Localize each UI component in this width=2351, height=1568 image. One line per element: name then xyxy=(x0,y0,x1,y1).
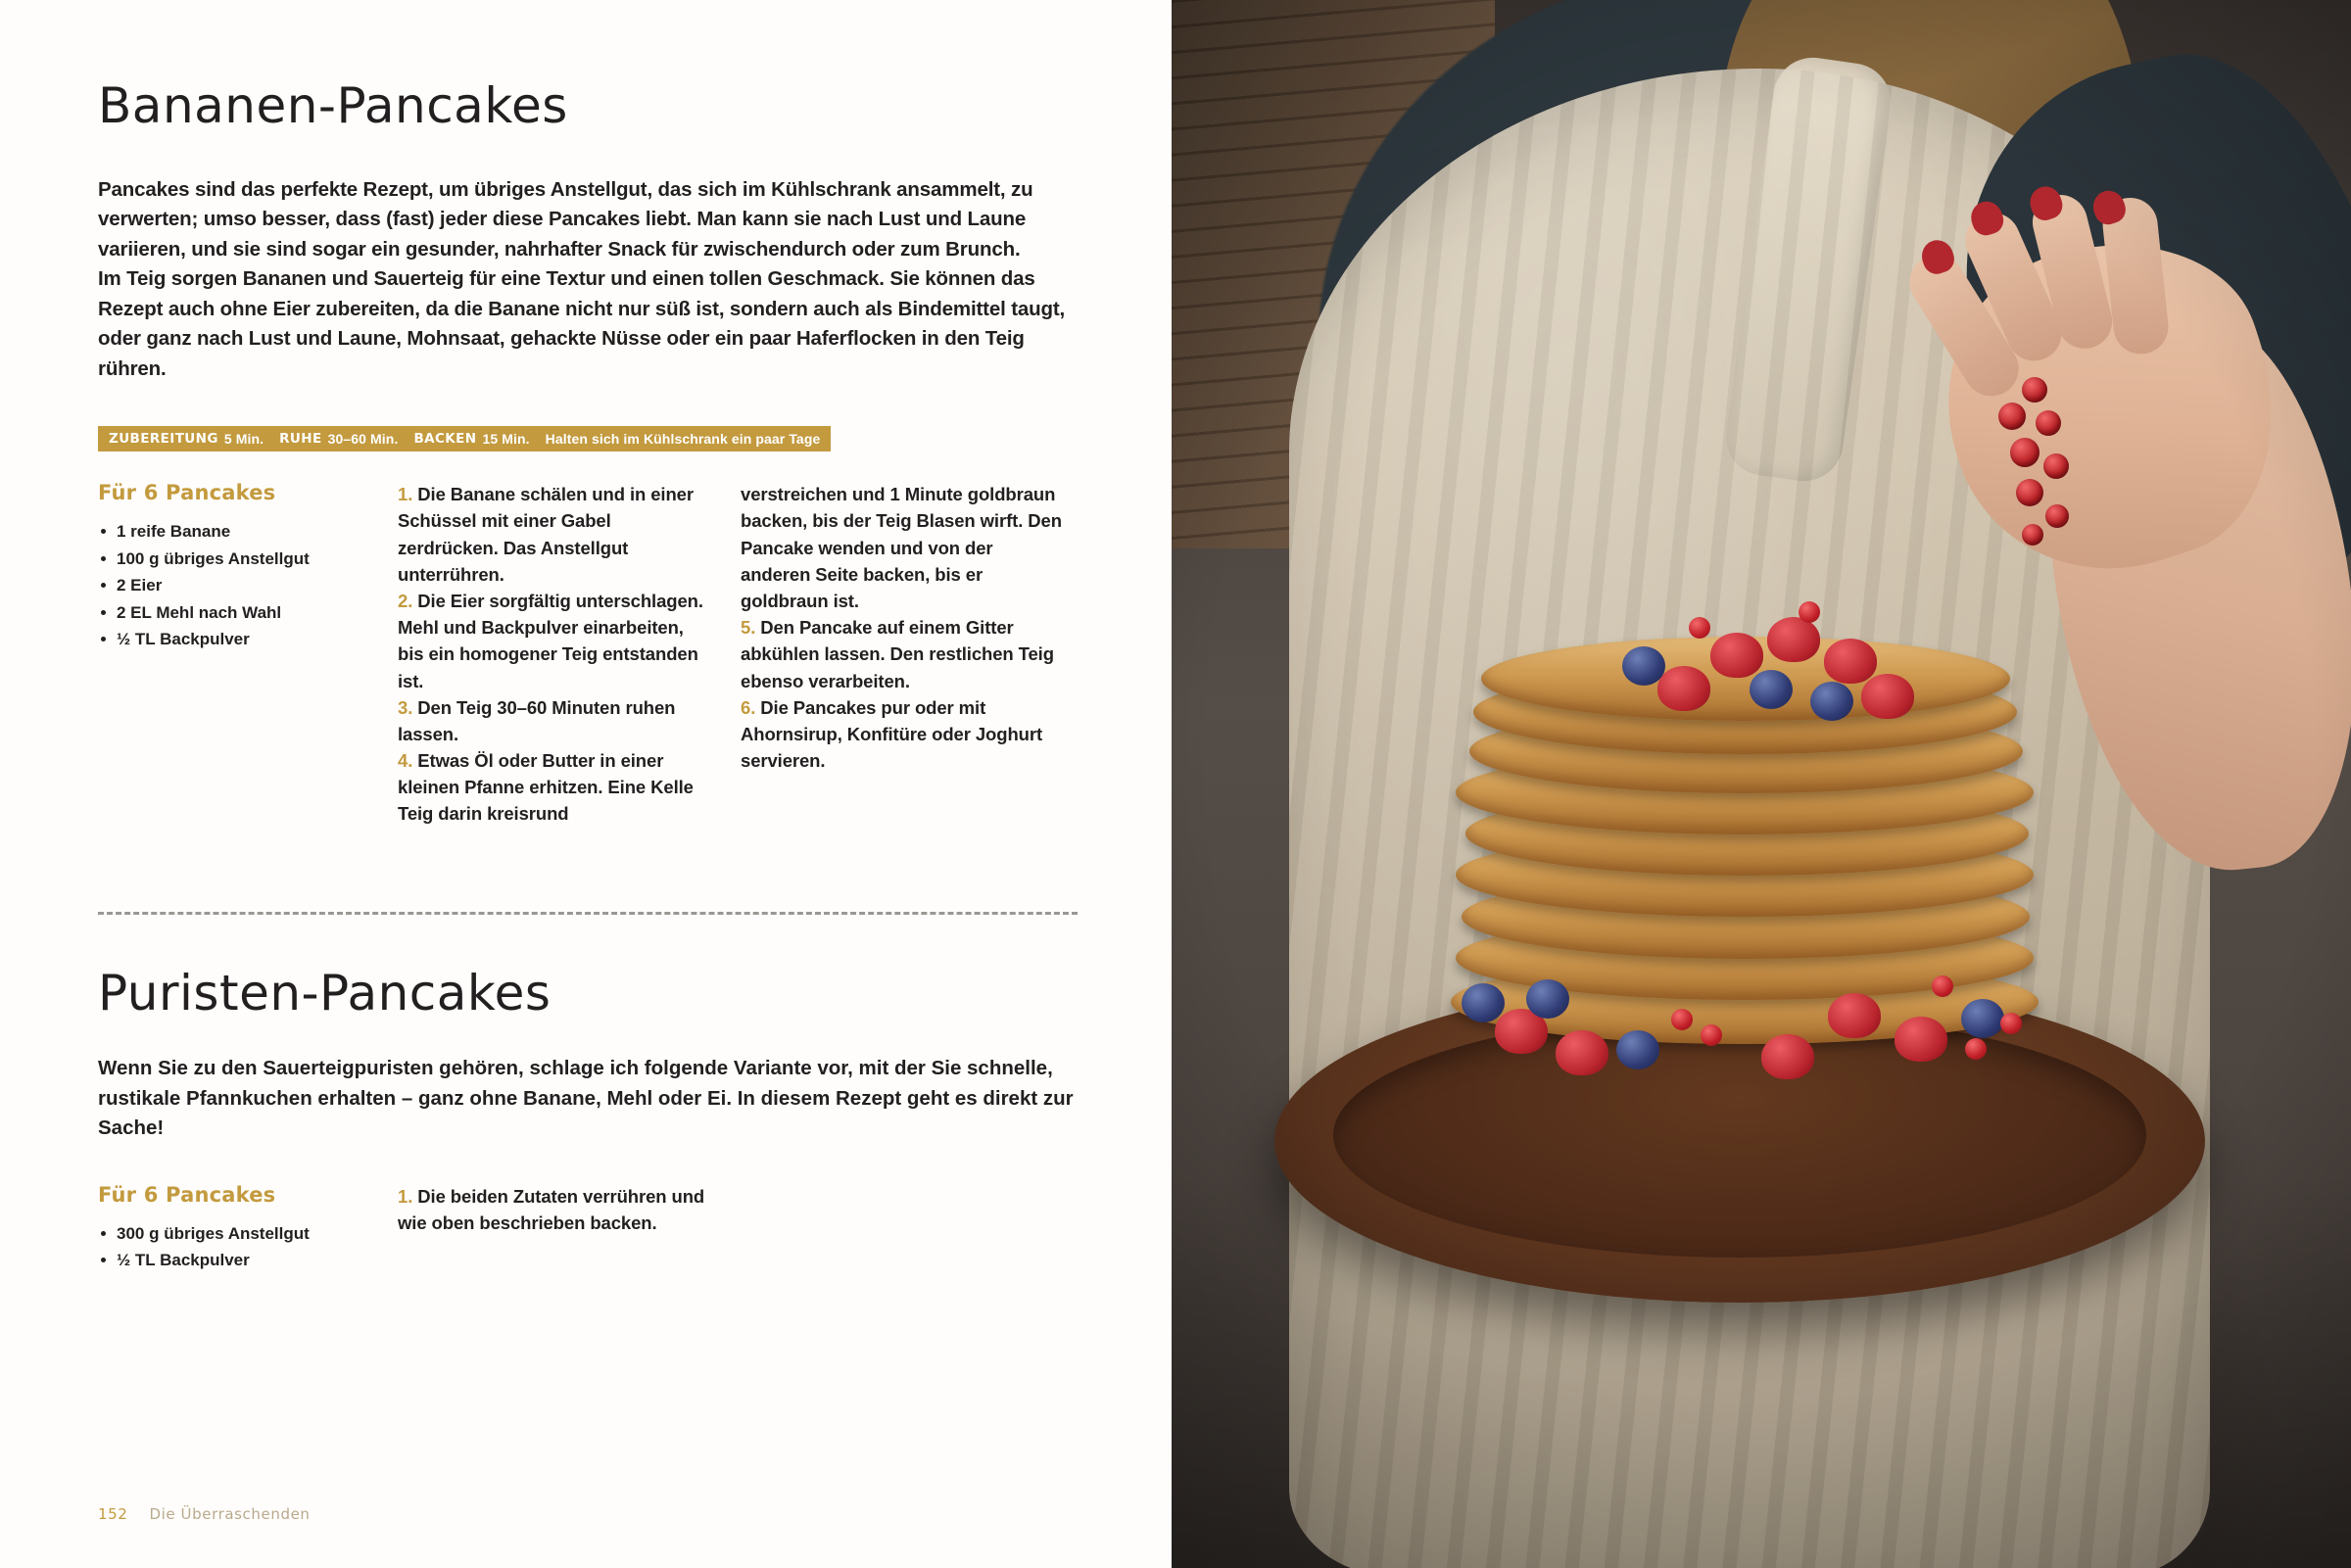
recipe-info-bar xyxy=(98,426,831,451)
bake-label: BACKEN xyxy=(413,431,477,448)
redcurrant xyxy=(1701,1024,1722,1046)
raspberry xyxy=(1657,666,1710,711)
raspberry xyxy=(1710,633,1763,678)
secondary-intro: Wenn Sie zu den Sauerteigpuristen gehören, schlage ich folgende Variante vor, mit der Sie schnelle, rustikale Pfannkuchen erhalten – ganz ohne Banane, Mehl oder Ei. In diesem Rezept geht es direkt zur Sache! xyxy=(98,1057,1074,1140)
secondary-ingredients-list xyxy=(98,1220,380,1274)
raspberry xyxy=(1761,1034,1814,1079)
step-number: 2. xyxy=(398,590,413,611)
step-text: Etwas Öl oder Butter in einer kleinen Pfanne erhitzen. Eine Kelle Teig darin kreisrund xyxy=(398,750,694,825)
step-item xyxy=(741,481,1064,614)
raspberry xyxy=(1895,1017,1947,1062)
step-number: 3. xyxy=(398,696,413,718)
secondary-recipe xyxy=(98,964,1074,1274)
redcurrant xyxy=(1932,975,1953,997)
raspberry xyxy=(1828,993,1881,1038)
intro-paragraph-2: Im Teig sorgen Bananen und Sauerteig für eine Textur und einen tollen Geschmack. Sie können das Rezept auch ohne Eier zubereiten, da die Banane nicht nur süß ist, sondern auch als Bindemittel taugt, oder ganz nach Lust und Laune, Mohnsaat, gehackte Nüsse oder ein paar Haferflocken in den Teig rühren. xyxy=(98,267,1066,380)
berry xyxy=(2045,504,2069,528)
redcurrant xyxy=(1799,601,1820,623)
raspberry xyxy=(1824,639,1877,684)
recipe-photo xyxy=(1172,0,2351,1568)
list-item: 300 g übriges Anstellgut xyxy=(98,1220,380,1248)
berry xyxy=(2010,438,2039,467)
raspberry xyxy=(1556,1030,1608,1075)
secondary-ingredients-column xyxy=(98,1183,398,1274)
secondary-title: Puristen-Pancakes xyxy=(98,964,552,1022)
step-text: Die Banane schälen und in einer Schüssel mit einer Gabel zerdrücken. Das Anstellgut unterrühren. xyxy=(398,484,694,585)
page-number: 152 xyxy=(98,1505,128,1523)
step-text: Die Eier sorgfältig unterschlagen. Mehl und Backpulver einarbeiten, bis ein homogener Teig entstanden ist. xyxy=(398,590,703,691)
berry xyxy=(2016,479,2043,506)
berry xyxy=(2022,524,2043,546)
bake-value: 15 Min. xyxy=(482,431,530,448)
rest-value: 30–60 Min. xyxy=(327,431,399,448)
step-number: 1. xyxy=(398,1185,413,1207)
text-page-left xyxy=(0,0,1172,1568)
section-divider xyxy=(98,912,1078,915)
step-item xyxy=(741,614,1064,694)
ingredients-list xyxy=(98,518,380,653)
redcurrant xyxy=(1671,1009,1693,1030)
raspberry xyxy=(1861,674,1914,719)
step-number: 6. xyxy=(741,696,756,718)
berry xyxy=(2043,453,2069,479)
blueberry xyxy=(1526,979,1569,1019)
page-title: Bananen-Pancakes xyxy=(98,77,568,134)
blueberry xyxy=(1750,670,1793,709)
steps-column-2 xyxy=(741,481,1064,827)
redcurrant xyxy=(1689,617,1710,639)
yield-heading: Für 6 Pancakes xyxy=(98,481,276,505)
secondary-columns xyxy=(98,1183,1074,1274)
secondary-yield-heading: Für 6 Pancakes xyxy=(98,1182,276,1207)
berry xyxy=(1998,403,2026,430)
berry-toppings-top xyxy=(1465,588,2053,784)
list-item: 2 EL Mehl nach Wahl xyxy=(98,599,380,627)
apron-strap xyxy=(1721,53,1896,487)
list-item: 100 g übriges Anstellgut xyxy=(98,546,380,573)
recipe-intro xyxy=(98,175,1074,385)
step-number: 4. xyxy=(398,750,413,772)
blueberry xyxy=(1616,1030,1659,1069)
step-item xyxy=(741,694,1064,775)
blueberry xyxy=(1810,682,1853,721)
berry-toppings-plate xyxy=(1377,940,2122,1117)
ingredients-column xyxy=(98,481,398,827)
step-item xyxy=(398,694,711,747)
list-item: ½ TL Backpulver xyxy=(98,1247,380,1274)
list-item: ½ TL Backpulver xyxy=(98,626,380,653)
berry xyxy=(2022,377,2047,403)
step-text: verstreichen und 1 Minute goldbraun backen, bis der Teig Blasen wirft. Den Pancake wenden und von der anderen Seite backen, bis er goldbraun ist. xyxy=(741,484,1062,611)
berry xyxy=(2036,410,2061,436)
blueberry xyxy=(1622,646,1665,686)
step-text: Die Pancakes pur oder mit Ahornsirup, Konfitüre oder Joghurt servieren. xyxy=(741,696,1043,772)
page-footer xyxy=(98,1505,311,1523)
step-item xyxy=(398,588,711,694)
steps-column-1 xyxy=(398,481,741,827)
step-item xyxy=(398,1183,711,1236)
list-item: 2 Eier xyxy=(98,572,380,599)
redcurrant-sprig xyxy=(1989,377,2106,553)
blueberry xyxy=(1961,999,2004,1038)
prep-value: 5 Min. xyxy=(223,431,264,448)
redcurrant xyxy=(1965,1038,1987,1060)
step-text: Den Teig 30–60 Minuten ruhen lassen. xyxy=(398,696,676,744)
list-item: 1 reife Banane xyxy=(98,518,380,546)
raspberry xyxy=(1767,617,1820,662)
redcurrant xyxy=(2000,1013,2022,1034)
rest-label: RUHE xyxy=(279,431,322,448)
keeps-note: Halten sich im Kühlschrank ein paar Tage xyxy=(545,431,821,448)
step-text: Die beiden Zutaten verrühren und wie oben beschrieben backen. xyxy=(398,1185,705,1233)
step-item xyxy=(398,481,711,588)
step-number: 5. xyxy=(741,617,756,639)
step-number: 1. xyxy=(398,484,413,505)
chapter-name: Die Überraschenden xyxy=(149,1505,311,1523)
step-text: Den Pancake auf einem Gitter abkühlen lassen. Den restlichen Teig ebenso verarbeiten. xyxy=(741,617,1054,691)
secondary-steps-column xyxy=(398,1183,741,1274)
intro-paragraph-1: Pancakes sind das perfekte Rezept, um übriges Anstellgut, das sich im Kühlschrank ansammelt, zu verwerten; umso besser, dass (fast) jeder diese Pancakes liebt. Man kann sie nach Lust und Laune variieren, und sie sind sogar ein gesunder, nahrhafter Snack für zwischendurch oder zum Brunch. xyxy=(98,177,1033,261)
blueberry xyxy=(1462,983,1505,1022)
prep-label: ZUBEREITUNG xyxy=(109,431,218,448)
recipe-columns xyxy=(98,481,1074,827)
step-item xyxy=(398,747,711,828)
